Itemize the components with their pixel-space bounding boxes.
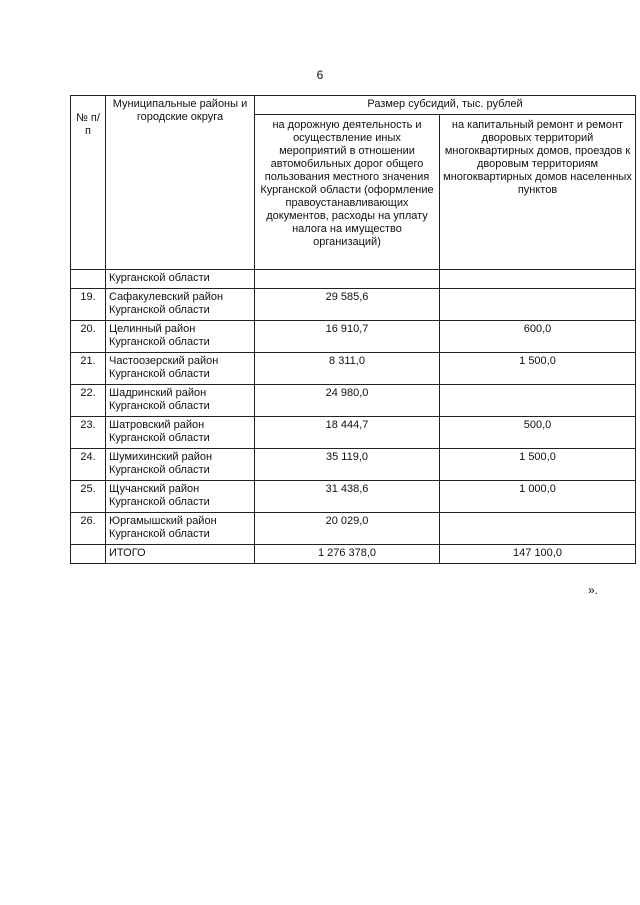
row-repair-value [440, 270, 636, 289]
table-row [71, 353, 636, 385]
table-row [71, 417, 636, 449]
table-row [71, 385, 636, 417]
row-road-value: 35 119,0 [255, 449, 440, 481]
row-number: 24. [71, 449, 106, 481]
row-road-value: 8 311,0 [255, 353, 440, 385]
header-road-activity: на дорожную деятельность и осуществление иных мероприятий в отношении автомобильных дорог общего пользования местного значения Курганской области (оформление правоустанавливающих документов, расходы на уплату налога на имущество организаций) [255, 115, 440, 270]
row-municipality: Шадринский район Курганской области [106, 385, 255, 417]
row-repair-value: 500,0 [440, 417, 636, 449]
table-row-total [71, 545, 636, 564]
row-municipality: Целинный район Курганской области [106, 321, 255, 353]
row-municipality: Щучанский район Курганской области [106, 481, 255, 513]
total-number [71, 545, 106, 564]
total-label: ИТОГО [106, 545, 255, 564]
row-municipality: Сафакулевский район Курганской области [106, 289, 255, 321]
row-repair-value: 1 500,0 [440, 353, 636, 385]
row-number: 19. [71, 289, 106, 321]
row-repair-value: 1 000,0 [440, 481, 636, 513]
table-row [71, 513, 636, 545]
row-number: 25. [71, 481, 106, 513]
table-row [71, 449, 636, 481]
row-road-value: 16 910,7 [255, 321, 440, 353]
row-municipality: Частоозерский район Курганской области [106, 353, 255, 385]
header-municipality: Муниципальные районы и городские округа [106, 96, 255, 270]
table-row [71, 481, 636, 513]
row-repair-value [440, 513, 636, 545]
row-road-value: 20 029,0 [255, 513, 440, 545]
subsidies-table [70, 95, 636, 564]
row-repair-value: 600,0 [440, 321, 636, 353]
row-road-value [255, 270, 440, 289]
row-number [71, 270, 106, 289]
table-row-continuation [71, 270, 636, 289]
header-yard-repair: на капитальный ремонт и ремонт дворовых территорий многоквартирных домов, проездов к дворовым территориям многоквартирных домов населенных пунктов [440, 115, 636, 270]
row-municipality: Шатровский район Курганской области [106, 417, 255, 449]
total-repair-value: 147 100,0 [440, 545, 636, 564]
row-repair-value [440, 385, 636, 417]
row-municipality: Юргамышский район Курганской области [106, 513, 255, 545]
row-number: 22. [71, 385, 106, 417]
row-repair-value: 1 500,0 [440, 449, 636, 481]
row-repair-value [440, 289, 636, 321]
table-row [71, 289, 636, 321]
table-row [71, 321, 636, 353]
row-road-value: 24 980,0 [255, 385, 440, 417]
total-road-value: 1 276 378,0 [255, 545, 440, 564]
header-subsidy-size: Размер субсидий, тыс. рублей [255, 96, 636, 115]
row-road-value: 29 585,6 [255, 289, 440, 321]
row-number: 26. [71, 513, 106, 545]
row-road-value: 31 438,6 [255, 481, 440, 513]
row-municipality: Шумихинский район Курганской области [106, 449, 255, 481]
row-number: 20. [71, 321, 106, 353]
closing-quote-mark: ». [588, 583, 599, 597]
row-number: 23. [71, 417, 106, 449]
row-number: 21. [71, 353, 106, 385]
row-road-value: 18 444,7 [255, 417, 440, 449]
header-number: № п/п [71, 96, 106, 270]
row-municipality: Курганской области [106, 270, 255, 289]
page-number: 6 [316, 68, 324, 82]
